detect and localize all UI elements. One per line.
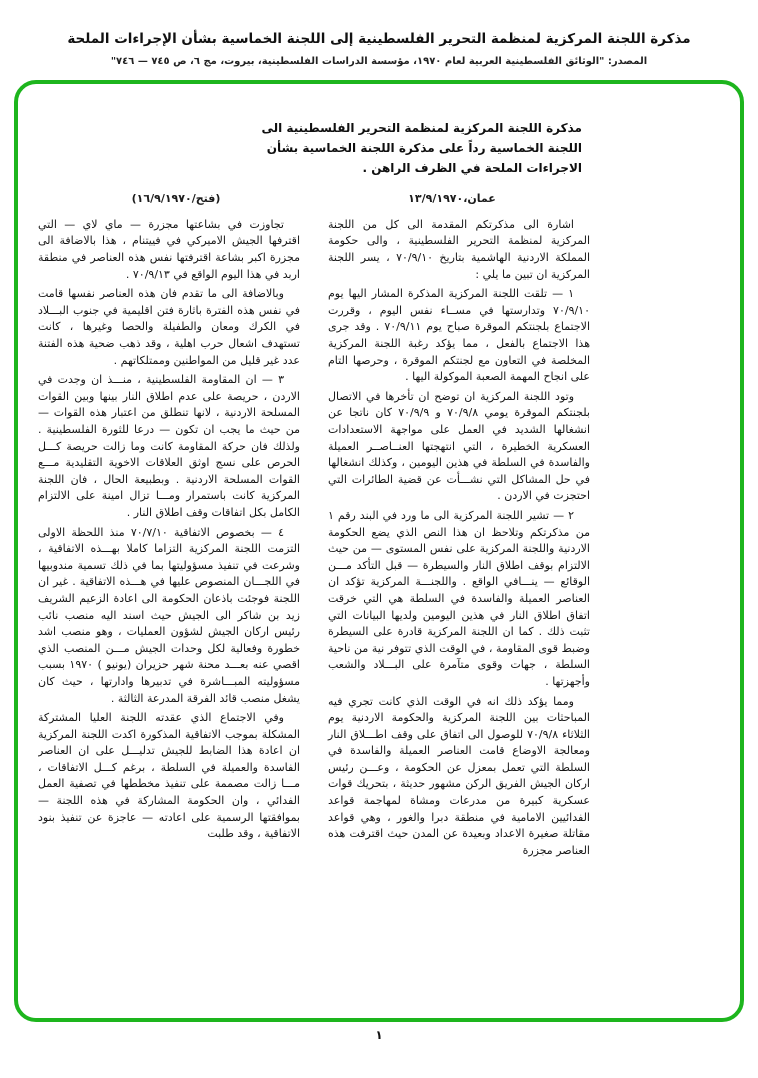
page-header [0, 30, 758, 67]
paragraph: ومما يؤكد ذلك انه في الوقت الذي كانت تجري فيه المباحثات بين اللجنة المركزية والحكومة الاردنية يوم الثلاثاء ٧٠/٩/٨ للوصول الى اتفاق على وقف اطـــلاق النار ومعالجة الاوضاع قامت العناصر العميلة والفاسدة في السلطة التي تعمل بمعزل عن الحكومة ، وعـــن رئيس اركان الجيش الفريق الركن مشهور حديثة ، بتحريك قوات عسكرية كبيرة من مدرعات ومشاة لمهاجمة قواعد الفدائيين الامامية في منطقة دبرا والغور ، وهي قواعد مقاتلة صغيرة الاعداد وبعيدة عن المدن حيث اقترفت هذه العناصر مجزرة [328, 694, 590, 857]
paragraph: ٣ — ان المقاومة الفلسطينية ، منـــذ ان وجدت في الاردن ، حريصة على عدم اطلاق النار بينها وبين القوات المسلحة الاردنية ، لانها تنطلق من اعتبار هذه القوات — من حيث ما يجب ان تكون — درعا للثورة الفلسطينية . ولذلك فان حركة المقاومة كانت وما زالت حريصة كـــل الحرص على نسج اوثق العلاقات الاخوية التقليدية مـــع القوات المسلحة الاردنية . وبطبيعة الحال ، فان اللجنة المركزية كانت باستمرار ومـــا تزال امينة على الالتزام الكامل بكل اتفاقات وقف اطلاق النار . [38, 373, 300, 519]
page-number: ١ [375, 1027, 383, 1042]
paragraph: وبالاضافة الى ما تقدم فان هذه العناصر نفسها قامت في نفس هذه الفترة باثارة فتن اقليمية في جنوب البـــلاد في الكرك ومعان والطفيلة والحصا وغيرها ، كانت تستهدف اشعال حرب اهلية ، وقد ذهب ضحية هذه الفتنة عدد غير قليل من المواطنين وممتلكاتهم . [38, 287, 300, 367]
header-title: مذكرة اللجنة المركزية لمنظمة التحرير الفلسطينية إلى اللجنة الخماسية بشأن الإجراءات الملحة [67, 31, 691, 47]
dates-row [38, 192, 590, 205]
paragraph: ١ — تلقت اللجنة المركزية المذكرة المشار اليها يوم ٧٠/٩/١٠ وتدارستها في مســاء نفس اليوم ، وقررت الاجتماع بلجنتكم الموقرة صباح يوم ٧٠/٩/١١ . وقد جرى هذا الاجتماع بالفعل ، مما يؤكد رغبة اللجنة المركزية المخلصة في التعاون مع لجنتكم الموقرة ، وحرصها التام على انجاح المهمة الصعبة الموكولة اليها . [328, 287, 590, 384]
text-columns [38, 217, 590, 987]
document-title-line: اللجنة الخماسية رداً على مذكرة اللجنة الخماسية بشأن [266, 140, 582, 155]
paragraph: وتود اللجنة المركزية ان توضح ان تأخرها في الاتصال بلجنتكم الموقرة يومي ٧٠/٩/٨ و ٧٠/٩/٩ كان ناتجا عن انشغالها الشديد في العمل على مواجهة الاستعدادات العسكرية الخطيرة ، التي انتهجتها العنــاصــر العميلة والفاسدة في السلطة في هذين اليومين ، وكذلك انشغالها في حل المشاكل التي نشـــأت عن قضية الطائرات التي احتجزت في الاردن . [328, 389, 590, 503]
paragraph: وفي الاجتماع الذي عقدته اللجنة العليا المشتركة المشكلة بموجب الاتفاقية المذكورة اكدت اللجنة المركزية ان اعادة هذا الضابط للجيش تدليـــل على ان العناصر الفاسدة والعميلة في السلطة ، برغم كـــل الاتفاقات ، مـــا زالت مصممة على تنفيذ مخططها في تصفية العمل الفدائي ، وان الحكومة المشاركة في هذه اللجنة — بموافقتها الرسمية على اعادته — عاجزة عن تنفيذ بنود الاتفاقية ، وقد طلبت [38, 711, 300, 841]
date-amman: عمان،١٣/٩/١٩٧٠ [408, 191, 496, 205]
paragraph: ٤ — بخصوص الاتفاقية ٧٠/٧/١٠ منذ اللحظة الاولى التزمت اللجنة المركزية التزاما كاملا بهـــذه الاتفاقية ، وشرعت في تنفيذ مسؤوليتها بما في ذلك تسمية مندوبيها في اللجـــان المنصوص عليها في هـــذه الاتفاقية . غير ان اللجنة فوجئت باذعان الحكومة الى اعادة الزعيم الشريف زيد بن شاكر الى الجيش حيث اسند اليه منصب نائب رئيس اركان الجيش لشؤون العمليات ، وهو منصب اشد خطورة وفعالية لكل وحدات الجيش مـــن المنصب الذي اقصي عنه بعـــد محنة شهر حزيران (يونيو ) ١٩٧٠ بسبب مسؤوليته المبـــاشرة في تدبيرها وادارتها ، حيث كان يشغل منصب قائد الفرقة المدرعة الثالثة . [38, 525, 300, 705]
document-scan [38, 84, 590, 987]
date-fatah: (فتح/١٦/٩/١٩٧٠) [131, 191, 221, 205]
column-right [328, 217, 590, 987]
document-title-line: الاجراءات الملحة في الظرف الراهن . [362, 160, 582, 175]
document-frame [14, 80, 744, 1022]
paragraph: تجاوزت في بشاعتها مجزرة — ماي لاي — التي اقترفها الجيش الاميركي في فييتنام ، هذا بالاضافة الى مجزرة اكبر بشاعة اقترفتها نفس هذه العناصر في منطقة اربد في هذا اليوم الواقع في ٧٠/٩/١٣ . [38, 217, 300, 281]
paragraph: ٢ — تشير اللجنة المركزية الى ما ورد في البند رقم ١ من مذكرتكم وتلاحظ ان هذا النص الذي يضع الحكومة الاردنية واللجنة المركزية على نفس المستوى — من حيث الالتزام بوقف اطلاق النار والسيطرة — قبل التأكد مـــن الوقائع — ينـــافي الواقع . واللجنـــة المركزية تؤكد ان العناصر العميلة والفاسدة في السلطة هي التي خرقت اتفاق اطلاق النار في هذين اليومين ولديها البيانات التي تثبت ذلك . كما ان اللجنة المركزية قادرة على السيطرة وضبط قوى المقاومة ، في الوقت الذي تتوفر نية من ناحية السلطة ، جهات وقوى متآمرة على البـــلاد والشعب وأجهزتها . [328, 508, 590, 688]
paragraph: اشارة الى مذكرتكم المقدمة الى كل من اللجنة المركزية لمنظمة التحرير الفلسطينية ، والى حكومة المملكة الاردنية الهاشمية بتاريخ ٧٠/٩/١٠ ، يسر اللجنة المركزية ان تبين ما يلي : [328, 217, 590, 281]
source-line: المصدر: "الوثائق الفلسطينية العربية لعام ١٩٧٠، مؤسسة الدراسات الفلسطينية، بيروت، مج ٦، ص ٧٤٥ — ٧٤٦" [110, 55, 648, 67]
document-title-line: مذكرة اللجنة المركزية لمنظمة التحرير الفلسطينية الى [261, 120, 582, 135]
column-left [38, 217, 300, 987]
document-title [248, 118, 582, 178]
